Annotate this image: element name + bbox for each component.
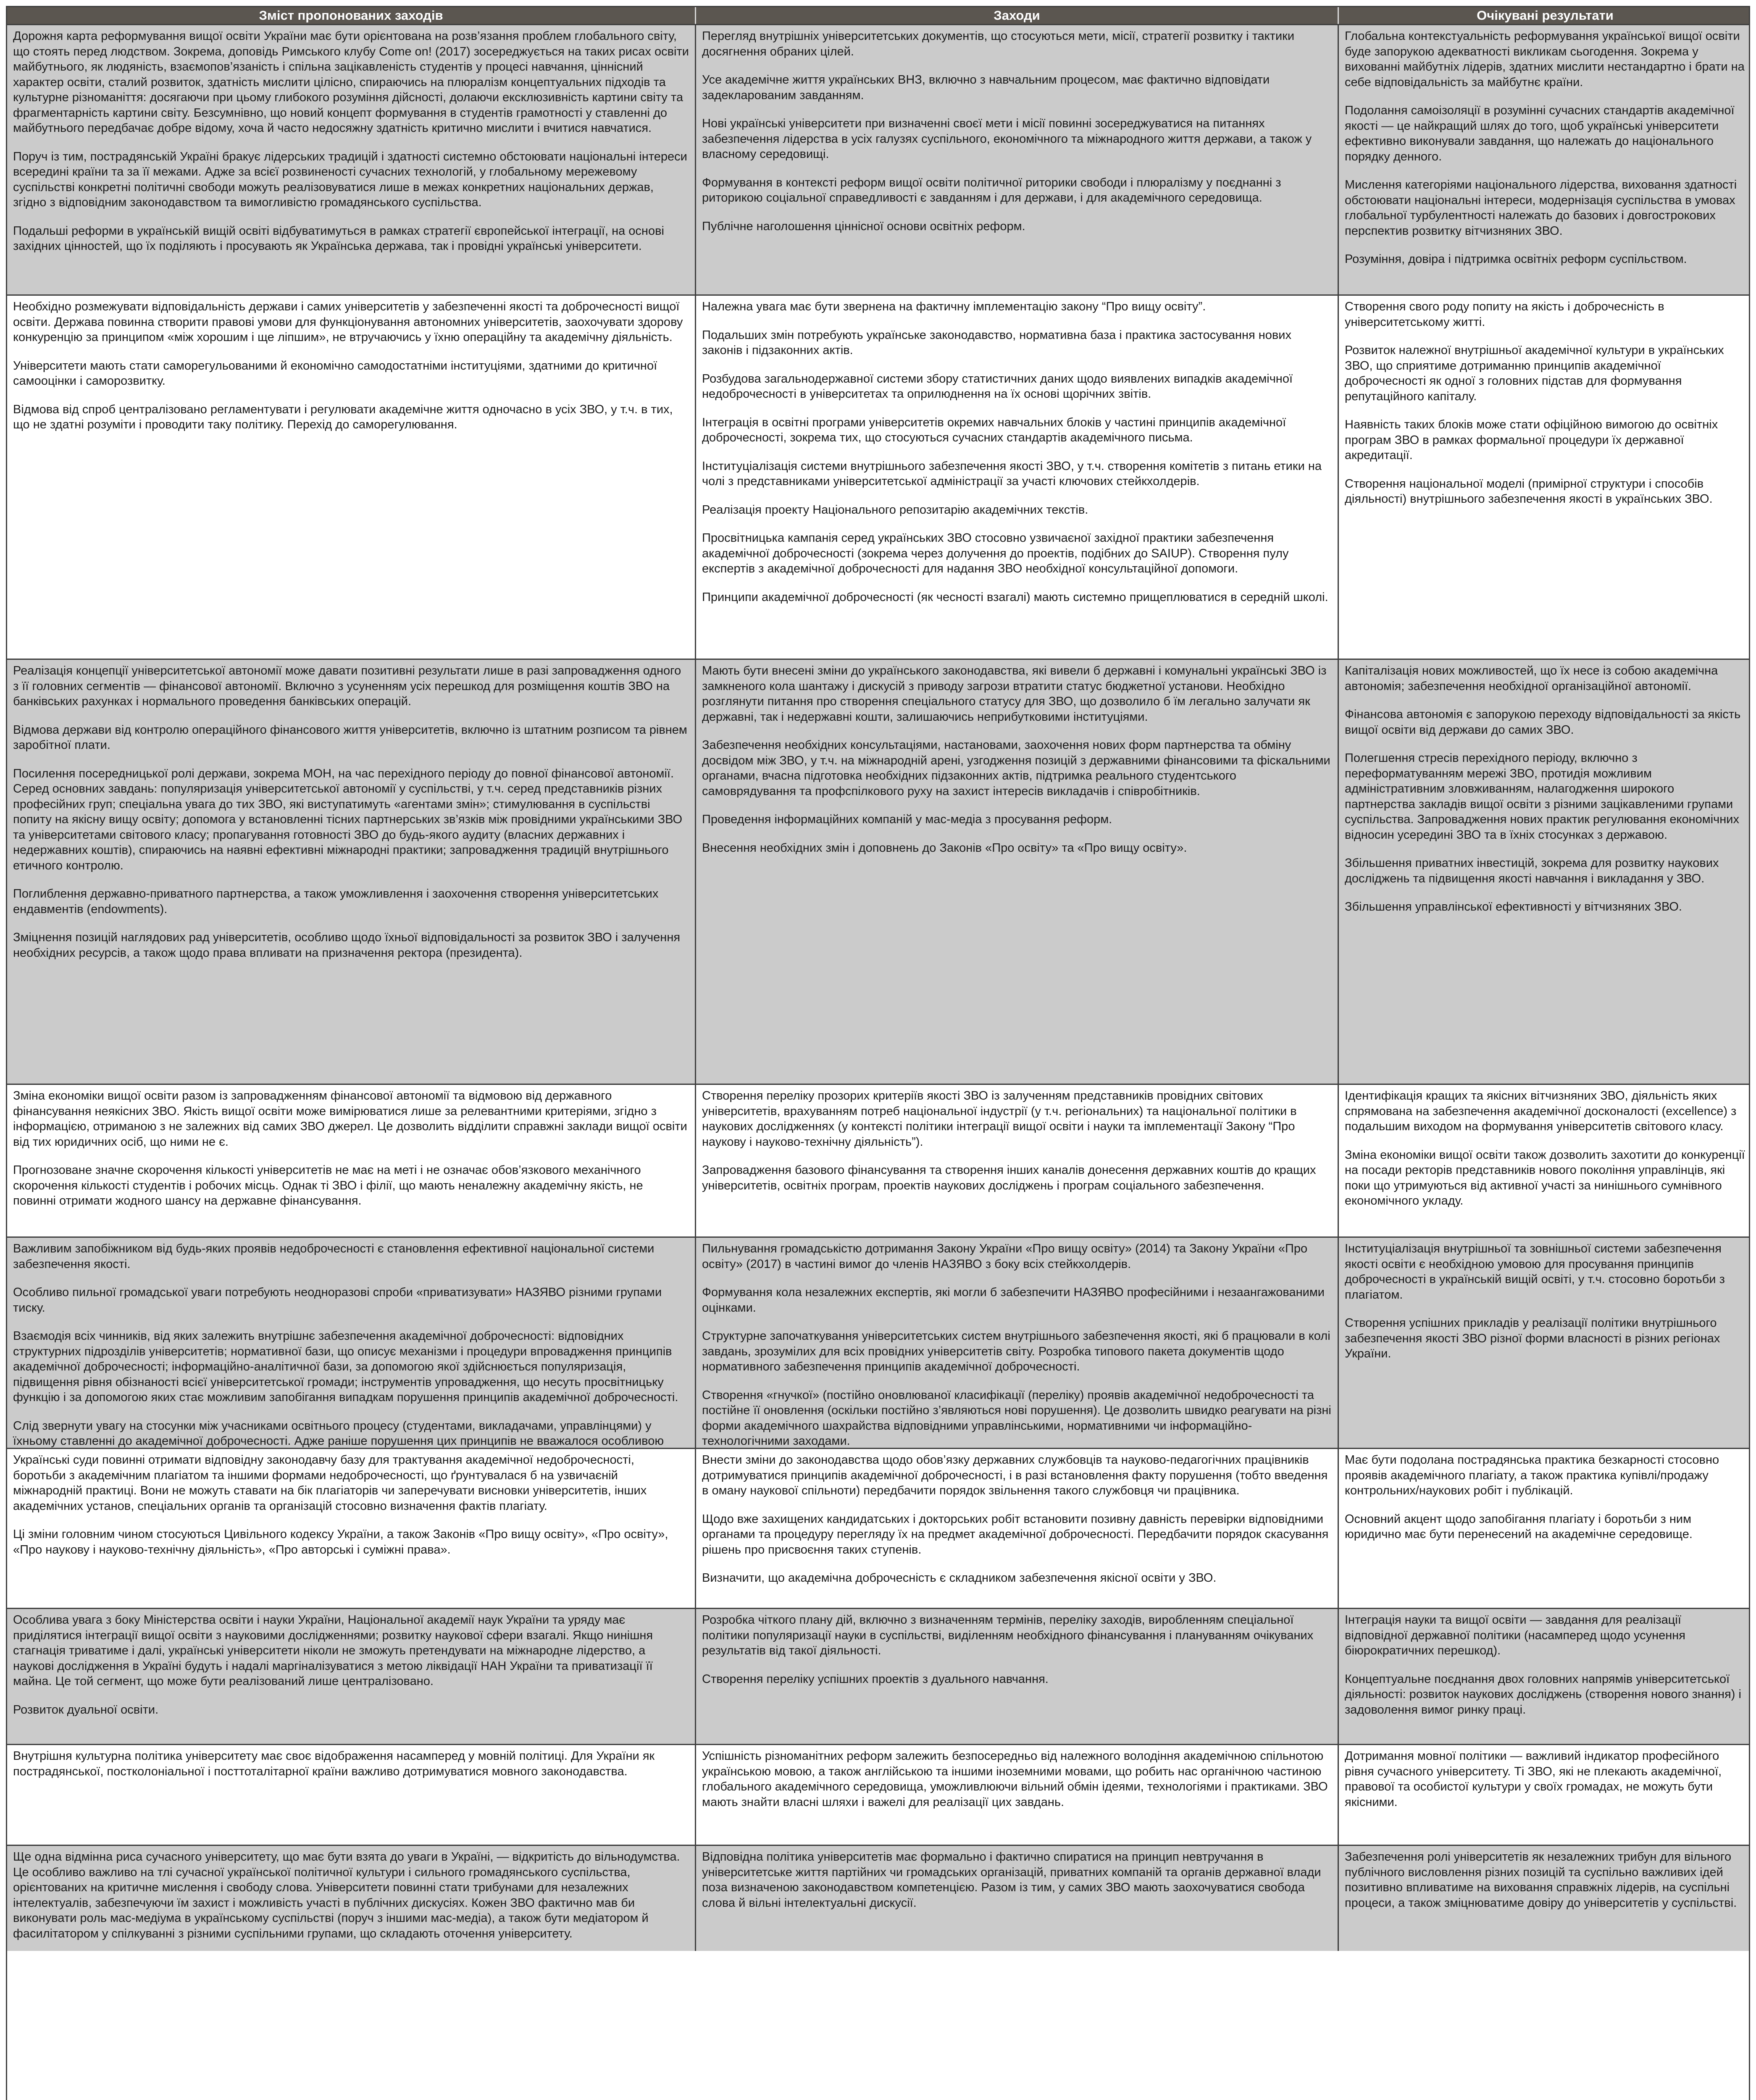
cell-paragraph: Формування кола незалежних експертів, які могли б забезпечити НАЗЯВО професійними і незаангажованими оцінками. <box>702 1286 1325 1315</box>
cell-paragraph: Мають бути внесені зміни до українського законодавства, які вивели б державні і комунальні українські ЗВО із замкненого кола шантажу і дискусій з приводу загрози втратити статус бюджетної установи. Необхідно розглянути питання про створення спеціального статусу для ЗВО, що дозволило б їм легально залучати як державні, так і недержавні кошти, залишаючись неприбутковими інституціями. <box>702 664 1327 724</box>
cell-paragraph: Зміна економіки вищої освіти також дозволить захотити до конкуренції на посади ректорів представників нового покоління управлінців, які поки що утримуються від активної участі за нинішнього сумнівного економічного укладу. <box>1345 1148 1745 1208</box>
cell-paragraph: Належна увага має бути звернена на фактичну імплементацію закону “Про вищу освіту”. <box>702 300 1206 313</box>
cell-paragraph: Ідентифікація кращих та якісних вітчизняних ЗВО, діяльність яких спрямована на забезпечення академічної досконалості (excellence) з подальшим виходом на формування університетів світового класу. <box>1345 1089 1737 1133</box>
table-header <box>7 7 1749 24</box>
table-row <box>7 294 1749 659</box>
cell-paragraph: Зміцнення позицій наглядових рад університетів, особливо щодо їхньої відповідальності за розвиток ЗВО і залучення необхідних ресурсів, а також щодо права впливати на призначення ректора (президента). <box>13 931 681 960</box>
cell-paragraph: Створення успішних прикладів у реалізації політики внутрішнього забезпечення якості ЗВО різної форми власності в різних регіонах України. <box>1345 1316 1720 1360</box>
cell-paragraph: Пильнування громадськістю дотримання Закону України «Про вищу освіту» (2014) та Закону України «Про освіту» (2017) в частині вимог до членів НАЗЯВО з боку всіх стейкхолдерів. <box>702 1242 1308 1271</box>
table-row <box>7 1744 1749 1845</box>
cell-expected-results <box>1339 25 1751 294</box>
cell-paragraph: Відмова держави від контролю операційного фінансового життя університетів, включно із штатним розписом та рівнем заробітної плати. <box>13 723 687 752</box>
cell-paragraph: Глобальна контекстуальність реформування української вищої освіти буде запорукою адекватності викликам сьогодення. Зокрема у вихованні майбутніх лідерів, здатних мислити нестандартно і брати на себе відповідальність за майбутнє країни. <box>1345 29 1745 89</box>
cell-paragraph: Особливо пильної громадської уваги потребують неодноразові спроби «приватизувати» НАЗЯВО різними групами тиску. <box>13 1286 662 1315</box>
cell-proposed-measures <box>7 1745 696 1845</box>
cell-paragraph: Поглиблення державно-приватного партнерства, а також уможливлення і заохочення створення університетських ендавментів (endowments). <box>13 887 659 916</box>
header-proposed-measures: Зміст пропонованих заходів <box>7 7 696 24</box>
cell-expected-results <box>1339 660 1751 1084</box>
cell-expected-results <box>1339 1449 1751 1608</box>
cell-paragraph: Реалізація проекту Національного репозитарію академічних текстів. <box>702 503 1088 517</box>
cell-paragraph: Створення переліку успішних проектів з дуального навчання. <box>702 1672 1049 1686</box>
cell-paragraph: Інтеграція науки та вищої освіти — завдання для реалізації відповідної державної політики (насамперед щодо усунення біюрократичних перешкод). <box>1345 1613 1685 1657</box>
cell-measures <box>696 1846 1339 1951</box>
cell-paragraph: Необхідно розмежувати відповідальність держави і самих університетів у забезпеченні якості та доброчесності вищої освіти. Держава повинна створити правові умови для функціонування автономних університетів, заохочувати здорову конкуренцію за принципом «між хорошим і ще ліпшим», не втручаючись у їхню операційну та академічну діяльність. <box>13 300 683 344</box>
cell-paragraph: Забезпечення необхідних консультаціями, настановами, заохочення нових форм партнерства та обміну досвідом між ЗВО, у т.ч. на міжнародній арені, узгодження позицій з державними фінансовими та фіскальними органами, вчасна підготовка необхідних підзаконних актів, підтримка реального студентського самоврядування та профспілкового руху на захист інтересів викладачів і співробітників. <box>702 738 1330 798</box>
cell-paragraph: Поруч із тим, пострадянській Україні бракує лідерських традицій і здатності системно обстоювати національні інтереси всередині країни та за її межами. Адже за всієї розвиненості сучасних технологій, у глобальному мережевому суспільстві конкретні політичні свободи можуть реалізовуватися лише в межах конкретних національних держав, згідно з відповідним законодавством та вимогливістю громадянського суспільства. <box>13 150 687 209</box>
cell-paragraph: Розробка чіткого плану дій, включно з визначенням термінів, переліку заходів, виробленням спеціальної політики популяризації науки в суспільстві, виділенням необхідного фінансування і плануванням очікуваних результатів від такої діяльності. <box>702 1613 1314 1657</box>
cell-paragraph: Взаємодія всіх чинників, від яких залежить внутрішнє забезпечення академічної доброчесності: відповідних структурних підрозділів університетів; нормативної бази, що описує механізми і процедури впровадження принципів академічної доброчесності; інформаційно-аналітичної бази, за допомогою якої здійснюється популяризація, підвищення рівня обізнаності всієї університетської громади; інструментів упровадження, що несуть просвітницьку функцію і за допомогою яких стає можливим запобігання випадкам порушення принципів академічної доброчесності. <box>13 1329 678 1404</box>
cell-expected-results <box>1339 1846 1751 1951</box>
cell-paragraph: Проведення інформаційних компаній у мас-медіа з просування реформ. <box>702 813 1112 826</box>
cell-measures <box>696 25 1339 294</box>
cell-paragraph: Ці зміни головним чином стосуються Цивільного кодексу України, а також Законів «Про вищу освіту», «Про освіту», «Про наукову і науково-технічну діяльність», «Про авторські і суміжні права». <box>13 1528 668 1557</box>
cell-paragraph: Створення свого роду попиту на якість і доброчесність в університетському житті. <box>1345 300 1664 329</box>
table-row <box>7 1084 1749 1236</box>
cell-paragraph: Основний акцент щодо запобігання плагіату і боротьби з ним юридично має бути перенесений на академічне середовище. <box>1345 1512 1693 1541</box>
cell-paragraph: Ще одна відмінна риса сучасного університету, що має бути взята до уваги в Україні, — відкритість до вільнодумства. Це особливо важливо на тлі сучасної української політичної культури і сильного громадянського суспільства, орієнтованих на критичне мислення і свободу слова. Університети повинні стати трибунами для незалежних інтелектуалів, забезпечуючи їм захист і можливість участі в публічних дискусіях. Кожен ЗВО фактично мав би виконувати роль мас-медіума в українському суспільстві (поруч з іншими мас-медіа), а також бути медіатором й фасилітатором у спілкуванні з різними суспільними групами, що складають оточення університету. <box>13 1850 680 1940</box>
cell-proposed-measures <box>7 660 696 1084</box>
cell-paragraph: Дотримання мовної політики — важливий індикатор професійного рівня сучасного університету. Ті ЗВО, які не плекають академічної, правової та особистої культури у своїх громадах, не можуть бути якісними. <box>1345 1749 1722 1809</box>
cell-paragraph: Полегшення стресів перехідного періоду, включно з переформатуванням мережі ЗВО, протидія можливим адміністративним зловживанням, налагодження широкого партнерства закладів вищої освіти з різними зацікавленими групами суспільства. Запровадження нових практик регулювання економічних відносин усередині ЗВО та в їхніх стосунках з державою. <box>1345 751 1740 842</box>
cell-paragraph: Щодо вже захищених кандидатських і докторських робіт встановити позивну давність перевірки відповідними органами та процедуру перегляду їх на предмет академічної доброчесності. Передбачити порядок скасування рішень про присвоєння таких ступенів. <box>702 1512 1329 1557</box>
cell-paragraph: Інтеграція в освітні програми університетів окремих навчальних блоків у частині принципів академічної доброчесності, зокрема тих, що стосуються сучасних стандартів академічного письма. <box>702 415 1286 444</box>
cell-paragraph: Успішність різноманітних реформ залежить безпосередньо від належного володіння академічною спільнотою українською мовою, а також англійською та іншими іноземними мовами, що робить нас органічною частиною глобального академічного середовища, уможливлюючи вільний обмін ідеями, технологіями і практиками. ЗВО мають знайти власні шляхи і важелі для реалізації цих завдань. <box>702 1749 1328 1809</box>
cell-paragraph: Структурне започаткування університетських систем внутрішнього забезпечення якості, які б працювали в колі завдань, зрозумілих для всіх провідних університетів світу. Розробка типового пакета документів щодо нормативного забезпечення принципів академічної доброчесності. <box>702 1329 1330 1373</box>
cell-paragraph: Розбудова загальнодержавної системи збору статистичних даних щодо виявлених випадків академічної недоброчесності в університетах та оприлюднення на їх основі щорічних звітів. <box>702 372 1293 401</box>
cell-paragraph: Розуміння, довіра і підтримка освітніх реформ суспільством. <box>1345 252 1687 266</box>
cell-paragraph: Перегляд внутрішніх університетських документів, що стосуються мети, місії, стратегії розвитку і тактики досягнення обраних цілей. <box>702 29 1295 58</box>
cell-proposed-measures <box>7 1238 696 1448</box>
cell-paragraph: Збільшення приватних інвестицій, зокрема для розвитку наукових досліджень та підвищення якості навчання і викладання у ЗВО. <box>1345 856 1719 885</box>
table-row <box>7 1608 1749 1744</box>
cell-measures <box>696 296 1339 659</box>
cell-measures <box>696 1449 1339 1608</box>
cell-paragraph: Розвиток дуальної освіти. <box>13 1703 159 1717</box>
cell-expected-results <box>1339 296 1751 659</box>
cell-paragraph: Фінансова автономія є запорукою переходу відповідальності за якість вищої освіти від держави до самих ЗВО. <box>1345 708 1741 737</box>
header-measures: Заходи <box>696 7 1339 24</box>
cell-paragraph: Визначити, що академічна доброчесність є складником забезпечення якісної освіти у ЗВО. <box>702 1571 1217 1585</box>
cell-measures <box>696 1609 1339 1744</box>
cell-paragraph: Українські суди повинні отримати відповідну законодавчу базу для трактування академічної недоброчесності, боротьби з академічним плагіатом та іншими формами недоброчесності, що ґрунтувалася б на узвичаєній міжнародній практиці. Вони не можуть ставати на бік плагіаторів чи заперечувати висновки університетів, інших академічних установ, спеціальних органів та організацій стосовно визначення фактів плагіату. <box>13 1453 647 1513</box>
cell-paragraph: Капіталізація нових можливостей, що їх несе із собою академічна автономія; забезпечення необхідної організаційної автономії. <box>1345 664 1718 693</box>
cell-expected-results <box>1339 1609 1751 1744</box>
cell-proposed-measures <box>7 1085 696 1236</box>
cell-paragraph: Слід звернути увагу на стосунки між учасниками освітнього процесу (студентами, викладачами, управлінцями) у їхньому ставленні до академічної доброчесності. Адже раніше порушення цих принципів не вважалося особливою <box>13 1419 664 1448</box>
cell-paragraph: Принципи академічної доброчесності (як чесності взагалі) мають системно прищеплюватися в середній школі. <box>702 590 1328 604</box>
cell-paragraph: Внесення необхідних змін і доповнень до Законів «Про освіту» та «Про вищу освіту». <box>702 841 1187 855</box>
cell-paragraph: Концептуальне поєднання двох головних напрямів університетської діяльності: розвиток наукових досліджень (створення нового знання) і задоволення вимог ринку праці. <box>1345 1672 1741 1717</box>
cell-paragraph: Важливим запобіжником від будь-яких проявів недоброчесності є становлення ефективної національної системи забезпечення якості. <box>13 1242 655 1271</box>
document-table <box>6 6 1750 2100</box>
table-row <box>7 1845 1749 1951</box>
table-row <box>7 24 1749 294</box>
cell-proposed-measures <box>7 1609 696 1744</box>
cell-paragraph: Посилення посередницької ролі держави, зокрема МОН, на час перехідного періоду до повної фінансової автономії. Серед основних завдань: популяризація університетської автономії у суспільстві, у т.ч. серед представників різних професійних груп; спеціальна увага до тих ЗВО, які виступатимуть «агентами змін»; стимулювання в суспільстві попиту на якісну вищу освіту; допомога у встановленні тісних партнерських зв’язків між провідними українськими ЗВО та університетами світового класу; пропагування готовності ЗВО до будь-якого аудиту (власних державних і недержавних коштів), спираючись на наявні ефективні міжнародні практики; запровадження традицій внутрішнього етичного контролю. <box>13 766 683 872</box>
cell-proposed-measures <box>7 296 696 659</box>
header-expected-results: Очікувані результати <box>1477 8 1614 23</box>
cell-paragraph: Нові українські університети при визначенні своєї мети і місії повинні зосереджуватися на питаннях забезпечення лідерства в усіх галузях суспільного, економічного та міжнародного життя держави, а також у власному середовищі. <box>702 117 1312 161</box>
cell-paragraph: Створення переліку прозорих критеріїв якості ЗВО із залученням представників провідних світових університетів, врахуванням потреб національної індустрії (у т.ч. регіональних) та національної політики в наукових дослідженнях (у контексті політики інтеграції вищої освіти і науки та імплементації Закону “Про наукову і науково-технічну діяльність”). <box>702 1089 1297 1149</box>
cell-paragraph: Формування в контексті реформ вищої освіти політичної риторики свободи і плюралізму у поєднанні з риторикою соціальної справедливості є завданням і для держави, і для академічного середовища. <box>702 176 1281 205</box>
cell-paragraph: Запровадження базового фінансування та створення інших каналів донесення державних коштів до кращих університетів, освітніх програм, проектів наукових досліджень і програм соціального забезпечення. <box>702 1163 1316 1192</box>
cell-paragraph: Створення національної моделі (примірної структури і способів діяльності) внутрішнього забезпечення якості в українських ЗВО. <box>1345 477 1713 506</box>
cell-measures <box>696 1238 1339 1448</box>
cell-paragraph: Інституціалізація системи внутрішнього забезпечення якості ЗВО, у т.ч. створення комітетів з питань етики на чолі з представниками університетської адміністрації за участі ключових стейкхолдерів. <box>702 459 1322 488</box>
cell-measures <box>696 660 1339 1084</box>
table-row <box>7 1448 1749 1608</box>
cell-paragraph: Мислення категоріями національного лідерства, виховання здатності обстоювати національні інтереси, модернізація суспільства в умовах глобальної турбулентності належать до базових і довгострокових перспектив розвитку вітчизняних ЗВО. <box>1345 178 1737 238</box>
cell-measures <box>696 1745 1339 1845</box>
cell-paragraph: Внутрішня культурна політика університету має своє відображення насамперед у мовній політиці. Для України як пострадянської, постколоніальної і посттоталітарної країни важливо дотримуватися мовного законодавства. <box>13 1749 655 1778</box>
cell-paragraph: Збільшення управлінської ефективності у вітчизняних ЗВО. <box>1345 900 1682 914</box>
cell-paragraph: Просвітницька кампанія серед українських ЗВО стосовно узвичаєної західної практики забезпечення академічної доброчесності (зокрема через долучення до проектів, подібних до SAIUP). Створення пулу експертів з академічної доброчесності для надання ЗВО необхідної консультаційної допомоги. <box>702 531 1289 575</box>
cell-proposed-measures <box>7 1846 696 1951</box>
cell-measures <box>696 1085 1339 1236</box>
cell-paragraph: Публічне наголошення ціннісної основи освітніх реформ. <box>702 219 1025 233</box>
cell-paragraph: Має бути подолана пострадянська практика безкарності стосовно проявів академічного плагіату, а також практика купівлі/продажу контрольних/наукових робіт і публікацій. <box>1345 1453 1719 1497</box>
cell-expected-results <box>1339 1745 1751 1845</box>
cell-paragraph: Реалізація концепції університетської автономії може давати позитивні результати лише в разі запровадження одного з її головних сегментів — фінансової автономії. Включно з усуненням усіх перешкод для розміщення коштів ЗВО на банківських рахунках і нормального проведення банківських операцій. <box>13 664 681 708</box>
cell-paragraph: Забезпечення ролі університетів як незалежних трибун для вільного публічного висловлення різних позицій та суспільно важливих ідей позитивно впливатиме на виховання справжніх лідерів, на суспільні процеси, а також зміцнюватиме довіру до університетів у суспільстві. <box>1345 1850 1737 1910</box>
table-row <box>7 659 1749 1084</box>
cell-expected-results <box>1339 1238 1751 1448</box>
cell-paragraph: Створення «гнучкої» (постійно оновлюваної класифікації (переліку) проявів академічної недоброчесності та постійне її оновлення (оскільки постійно з’являються нові порушення). Це дозволить швидко реагувати на різні форми академічного шахрайства відповідними управлінськими, нормативними чи інформаційно-технологічними заходами. <box>702 1388 1331 1448</box>
cell-paragraph: Наявність таких блоків може стати офіційною вимогою до освітніх програм ЗВО в рамках формальної процедури їх державної акредитації. <box>1345 418 1718 462</box>
cell-paragraph: Відповідна політика університетів має формально і фактично спиратися на принцип невтручання в університетське життя партійних чи громадських організацій, приватних компаній та органів державної влади поза визначеною законодавством компетенцією. Разом із тим, у самих ЗВО мають заохочуватися свобода слова й вільні інтелектуальні дискусії. <box>702 1850 1321 1910</box>
cell-proposed-measures <box>7 1449 696 1608</box>
cell-paragraph: Особлива увага з боку Міністерства освіти і науки України, Національної академії наук України та уряду має приділятися інтеграції вищої освіти з науковими дослідженнями; розвитку наукової сфери взагалі. Якщо нинішня стагнація триватиме і далі, українські університети ніколи не зможуть претендувати на міжнародне лідерство, а наукові дослідження в Україні будуть і надалі маргіналізуватися з метою ліквідації НАН України та приватизації її майна. Це той сегмент, що може бути реалізований лише централізовано. <box>13 1613 653 1688</box>
cell-paragraph: Розвиток належної внутрішньої академічної культури в українських ЗВО, що сприятиме дотриманню принципів академічної доброчесності як одної з головних підстав для формування репутаційного капіталу. <box>1345 344 1724 403</box>
cell-expected-results <box>1339 1085 1751 1236</box>
cell-paragraph: Подальших змін потребують українське законодавство, нормативна база і практика застосування нових законів і підзаконних актів. <box>702 328 1292 357</box>
cell-paragraph: Внести зміни до законодавства щодо обов’язку державних службовців та науково-педагогічних працівників дотримуватися принципів академічної доброчесності, і в разі встановлення факту порушення (тобто введення в оману наукової спільноти) передбачити порядок звільнення такого службовця чи працівника. <box>702 1453 1328 1497</box>
cell-paragraph: Подолання самоізоляції в розумінні сучасних стандартів академічної якості — це найкращий шлях до того, щоб українські університети ефективно виконували завдання, що належать до національного порядку денного. <box>1345 104 1735 163</box>
table-row <box>7 1236 1749 1448</box>
cell-paragraph: Зміна економіки вищої освіти разом із запровадженням фінансової автономії та відмовою від державного фінансування неякісних ЗВО. Якість вищої освіти може вимірюватися лише за релевантними критеріями, згідно з інформацією, отриманою з не залежних від самих ЗВО джерел. Це дозволить відділити справжні заклади вищої освіти від тих юридичних осіб, що ними не є. <box>13 1089 687 1149</box>
cell-proposed-measures <box>7 25 696 294</box>
cell-paragraph: Прогнозоване значне скорочення кількості університетів не має на меті і не означає обов’язкового механічного скорочення кількості студентів і робочих місць. Однак ті ЗВО і філії, що мають неналежну академічну якість, не повинні отримати жодного шансу на державне фінансування. <box>13 1163 643 1208</box>
cell-paragraph: Відмова від спроб централізовано регламентувати і регулювати академічне життя одночасно в усіх ЗВО, у т.ч. в тих, що не здатні розуміти і проводити таку політику. Перехід до саморегулювання. <box>13 402 673 431</box>
cell-paragraph: Університети мають стати саморегульованими й економічно самодостатніми інституціями, здатними до критичної самооцінки і саморозвитку. <box>13 359 657 388</box>
cell-paragraph: Подальші реформи в українській вищій освіті відбуватимуться в рамках стратегії європейської інтеграції, на основі західних цінностей, що їх поділяють і просувають як Українська держава, так і провідні українські університети. <box>13 224 664 253</box>
cell-paragraph: Усе академічне життя українських ВНЗ, включно з навчальним процесом, має фактично відповідати задекларованим завданням. <box>702 73 1270 102</box>
cell-paragraph: Інституціалізація внутрішньої та зовнішньої системи забезпечення якості освіти є необхідною умовою для просування принципів доброчесності в українській вищій освіті, у т.ч. стосовно боротьби з плагіатом. <box>1345 1242 1725 1302</box>
cell-paragraph: Дорожня карта реформування вищої освіти України має бути орієнтована на розв’язання проблем глобального світу, що стоять перед людством. Зокрема, доповідь Римського клубу Come on! (2017) зосереджується на таких рисах освіти майбутнього, як людяність, взаємопов’язаність і спільна зацікавленість студентів у процесі навчання, ціннісний характер освіти, сталий розвиток, здатність мислити цілісно, спираючись на плюралізм концептуальних підходів та культурне різноманіття: досягаючи при цьому глибокого розуміння дійсності, долаючи ексклюзивність картини світу та фрагментарність картини світу. Безсумнівно, що новий концепт формування в студентів грамотності у ставленні до майбутнього передбачає добре відому, хоча й часто недосяжну здатність критично мислити і вчитися навчатися. <box>13 29 689 135</box>
